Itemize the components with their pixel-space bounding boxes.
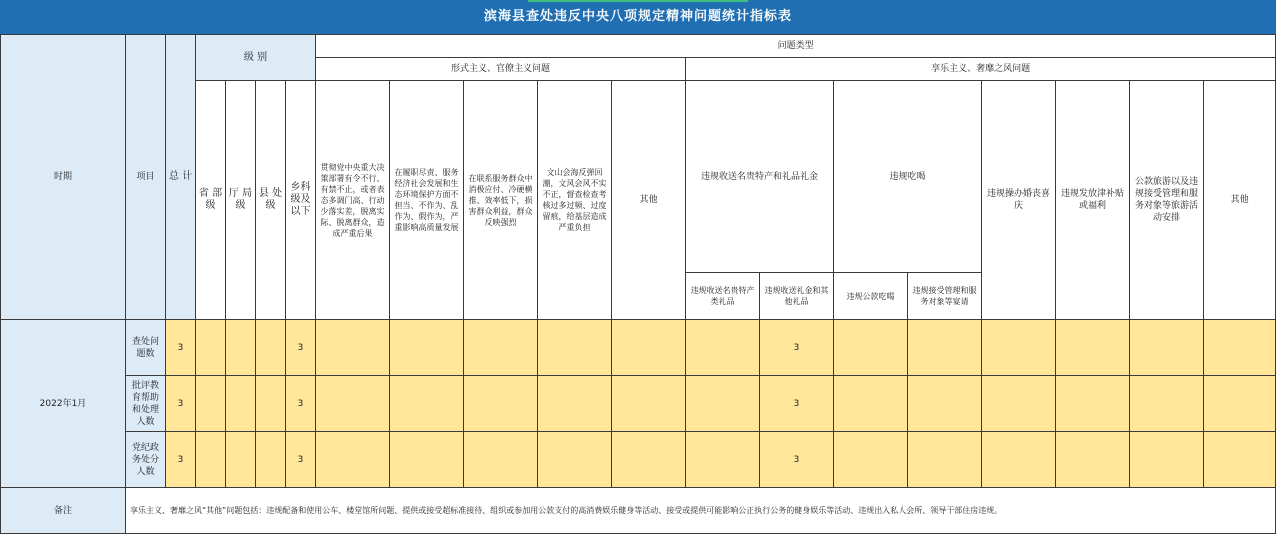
cell-township[interactable]: 3: [286, 432, 316, 488]
header-hedonism-allowance: 违规发放津补贴或福利: [1056, 81, 1130, 320]
cell-bureau[interactable]: [226, 376, 256, 432]
cell-f4[interactable]: [538, 432, 612, 488]
cell-gifts-b[interactable]: 3: [760, 432, 834, 488]
cell-f3[interactable]: [464, 376, 538, 432]
header-gifts-specialties: 违规收送名贵特产类礼品: [686, 273, 760, 320]
cell-dining-b[interactable]: [908, 432, 982, 488]
header-hedonism-other: 其他: [1204, 81, 1276, 320]
cell-travel[interactable]: [1130, 432, 1204, 488]
header-formalism-duties: 在履职尽责、服务经济社会发展和生态环境保护方面不担当、不作为、乱作为、假作为，严重影响高质量发展: [390, 81, 464, 320]
header-formalism: 形式主义、官僚主义问题: [316, 58, 686, 81]
cell-h-other[interactable]: [1204, 320, 1276, 376]
cell-gifts-b[interactable]: 3: [760, 376, 834, 432]
header-level-township: 乡科级及以下: [286, 81, 316, 320]
cell-f3[interactable]: [464, 432, 538, 488]
cell-allowance[interactable]: [1056, 320, 1130, 376]
cell-dining-a[interactable]: [834, 432, 908, 488]
row-item-label[interactable]: 批评教育帮助和处理人数: [126, 376, 166, 432]
cell-gifts-a[interactable]: [686, 432, 760, 488]
header-hedonism-wedding: 违规操办婚丧喜庆: [982, 81, 1056, 320]
cell-f4[interactable]: [538, 320, 612, 376]
cell-f4[interactable]: [538, 376, 612, 432]
row-item-label[interactable]: 查处问题数: [126, 320, 166, 376]
cell-f3[interactable]: [464, 320, 538, 376]
cell-bureau[interactable]: [226, 432, 256, 488]
cell-bureau[interactable]: [226, 320, 256, 376]
cell-wedding[interactable]: [982, 320, 1056, 376]
cell-f1[interactable]: [316, 376, 390, 432]
cell-travel[interactable]: [1130, 320, 1204, 376]
header-dining-public: 违规公款吃喝: [834, 273, 908, 320]
header-period: 时期: [1, 35, 126, 320]
header-problem-type: 问题类型: [316, 35, 1276, 58]
cell-county[interactable]: [256, 432, 286, 488]
cell-gifts-a[interactable]: [686, 320, 760, 376]
note-text[interactable]: 享乐主义、奢靡之风“其他”问题包括：违规配备和使用公车、楼堂馆所问题、提供或接受超标准接待、组织或参加用公款支付的高消费娱乐健身等活动、接受或提供可能影响公正执行公务的健身娱乐等活动、违规出入私人会所、领导干部住房违规。: [126, 488, 1276, 534]
selected-cell-indicator: [528, 0, 748, 2]
cell-f2[interactable]: [390, 432, 464, 488]
cell-dining-a[interactable]: [834, 320, 908, 376]
cell-travel[interactable]: [1130, 376, 1204, 432]
cell-wedding[interactable]: [982, 432, 1056, 488]
header-gifts-money: 违规收送礼金和其他礼品: [760, 273, 834, 320]
header-formalism-other: 其他: [612, 81, 686, 320]
cell-dining-a[interactable]: [834, 376, 908, 432]
cell-wedding[interactable]: [982, 376, 1056, 432]
cell-township[interactable]: 3: [286, 320, 316, 376]
header-level-province: 省 部级: [196, 81, 226, 320]
cell-county[interactable]: [256, 376, 286, 432]
cell-f-other[interactable]: [612, 432, 686, 488]
header-formalism-serving-masses: 在联系服务群众中消极应付、冷硬横推、效率低下，损害群众利益，群众反映强烈: [464, 81, 538, 320]
cell-f1[interactable]: [316, 320, 390, 376]
cell-allowance[interactable]: [1056, 376, 1130, 432]
header-hedonism: 享乐主义、奢靡之风问题: [686, 58, 1276, 81]
note-label: 备注: [1, 488, 126, 534]
cell-province[interactable]: [196, 432, 226, 488]
cell-total[interactable]: 3: [166, 320, 196, 376]
cell-f-other[interactable]: [612, 320, 686, 376]
cell-gifts-a[interactable]: [686, 376, 760, 432]
header-item: 项目: [126, 35, 166, 320]
cell-f2[interactable]: [390, 320, 464, 376]
header-hedonism-travel: 公款旅游以及违规接受管理和服务对象等旅游活动安排: [1130, 81, 1204, 320]
header-formalism-meetings-documents: 文山会海反弹回潮，文风会风不实不正，督查检查考核过多过频、过度留痕，给基层造成严重负担: [538, 81, 612, 320]
cell-county[interactable]: [256, 320, 286, 376]
cell-province[interactable]: [196, 320, 226, 376]
header-hedonism-dining: 违规吃喝: [834, 81, 982, 273]
cell-township[interactable]: 3: [286, 376, 316, 432]
cell-dining-b[interactable]: [908, 320, 982, 376]
cell-total[interactable]: 3: [166, 376, 196, 432]
cell-gifts-b[interactable]: 3: [760, 320, 834, 376]
header-level: 级 别: [196, 35, 316, 81]
cell-h-other[interactable]: [1204, 432, 1276, 488]
cell-total[interactable]: 3: [166, 432, 196, 488]
cell-f-other[interactable]: [612, 376, 686, 432]
header-total: 总 计: [166, 35, 196, 320]
header-formalism-decisions: 贯彻党中央重大决策部署有令不行、有禁不止，或者表态多调门高、行动少落实差，脱离实际、脱离群众，造成严重后果: [316, 81, 390, 320]
header-dining-banquet: 违规接受管理和服务对象等宴请: [908, 273, 982, 320]
cell-dining-b[interactable]: [908, 376, 982, 432]
cell-f1[interactable]: [316, 432, 390, 488]
cell-allowance[interactable]: [1056, 432, 1130, 488]
statistics-table: [0, 34, 1276, 534]
cell-province[interactable]: [196, 376, 226, 432]
cell-h-other[interactable]: [1204, 376, 1276, 432]
table-title: 滨海县查处违反中央八项规定精神问题统计指标表: [0, 0, 1276, 34]
row-item-label[interactable]: 党纪政务处分人数: [126, 432, 166, 488]
header-level-bureau: 厅 局级: [226, 81, 256, 320]
period-cell[interactable]: 2022年1月: [1, 320, 126, 488]
cell-f2[interactable]: [390, 376, 464, 432]
header-hedonism-gifts: 违规收送名贵特产和礼品礼金: [686, 81, 834, 273]
header-level-county: 县 处级: [256, 81, 286, 320]
